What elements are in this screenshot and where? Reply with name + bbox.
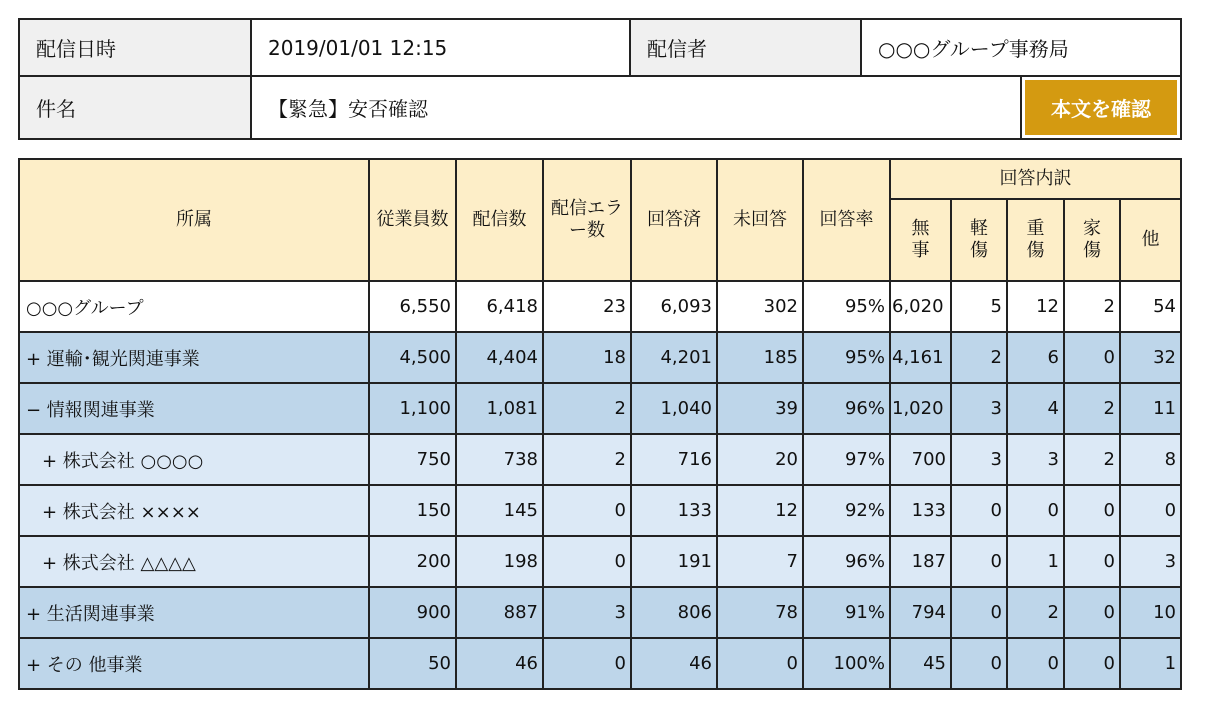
cell-employees: 6,550 — [369, 281, 456, 332]
cell-minor: 0 — [951, 587, 1007, 638]
cell-family: 0 — [1064, 587, 1120, 638]
cell-employees: 750 — [369, 434, 456, 485]
cell-employees: 200 — [369, 536, 456, 587]
cell-other: 54 — [1120, 281, 1181, 332]
cell-answered: 4,201 — [631, 332, 717, 383]
header-employees: 従業員数 — [369, 159, 456, 281]
cell-rate: 92% — [803, 485, 890, 536]
cell-severe: 0 — [1007, 638, 1064, 689]
cell-unanswered: 185 — [717, 332, 803, 383]
cell-safe: 187 — [890, 536, 951, 587]
info-row-subject — [19, 76, 1181, 139]
cell-severe: 6 — [1007, 332, 1064, 383]
cell-employees: 150 — [369, 485, 456, 536]
cell-errors: 2 — [543, 383, 631, 434]
header-other: 他 — [1120, 199, 1181, 281]
table-row-company-a[interactable] — [19, 434, 1181, 485]
cell-family: 2 — [1064, 383, 1120, 434]
cell-delivered: 4,404 — [456, 332, 543, 383]
row-name[interactable]: − 情報関連事業 — [19, 383, 369, 434]
cell-employees: 50 — [369, 638, 456, 689]
subject-label: 件名 — [19, 76, 251, 139]
row-name[interactable]: + その 他事業 — [19, 638, 369, 689]
cell-rate: 91% — [803, 587, 890, 638]
cell-family: 2 — [1064, 434, 1120, 485]
cell-safe: 133 — [890, 485, 951, 536]
header-severe: 重傷 — [1007, 199, 1064, 281]
cell-unanswered: 39 — [717, 383, 803, 434]
header-errors: 配信エラー数 — [543, 159, 631, 281]
cell-rate: 95% — [803, 281, 890, 332]
table-row-group-total — [19, 281, 1181, 332]
cell-errors: 0 — [543, 485, 631, 536]
cell-other: 8 — [1120, 434, 1181, 485]
header-row-top — [19, 159, 1181, 199]
cell-other: 10 — [1120, 587, 1181, 638]
table-row-company-b[interactable] — [19, 485, 1181, 536]
table-row-other-business[interactable] — [19, 638, 1181, 689]
info-row-date — [19, 19, 1181, 76]
cell-minor: 0 — [951, 638, 1007, 689]
cell-rate: 96% — [803, 383, 890, 434]
cell-family: 0 — [1064, 536, 1120, 587]
cell-family: 0 — [1064, 332, 1120, 383]
header-breakdown: 回答内訳 — [890, 159, 1181, 199]
row-name[interactable]: + 株式会社 ×××× — [19, 485, 369, 536]
row-name[interactable]: + 株式会社 ○○○○ — [19, 434, 369, 485]
cell-minor: 3 — [951, 383, 1007, 434]
row-name[interactable]: + 運輸･観光関連事業 — [19, 332, 369, 383]
cell-minor: 0 — [951, 536, 1007, 587]
cell-answered: 191 — [631, 536, 717, 587]
cell-unanswered: 20 — [717, 434, 803, 485]
cell-errors: 18 — [543, 332, 631, 383]
sender-label: 配信者 — [630, 19, 861, 76]
cell-delivered: 887 — [456, 587, 543, 638]
cell-minor: 2 — [951, 332, 1007, 383]
row-name[interactable]: + 生活関連事業 — [19, 587, 369, 638]
cell-delivered: 46 — [456, 638, 543, 689]
cell-family: 2 — [1064, 281, 1120, 332]
cell-safe: 45 — [890, 638, 951, 689]
cell-answered: 133 — [631, 485, 717, 536]
cell-rate: 100% — [803, 638, 890, 689]
cell-safe: 1,020 — [890, 383, 951, 434]
date-label: 配信日時 — [19, 19, 251, 76]
cell-minor: 0 — [951, 485, 1007, 536]
safety-stats-table — [18, 158, 1182, 690]
cell-delivered: 738 — [456, 434, 543, 485]
cell-safe: 6,020 — [890, 281, 951, 332]
cell-safe: 794 — [890, 587, 951, 638]
subject-value: 【緊急】安否確認 — [251, 76, 1021, 139]
cell-rate: 97% — [803, 434, 890, 485]
cell-delivered: 145 — [456, 485, 543, 536]
table-row-lifestyle[interactable] — [19, 587, 1181, 638]
cell-answered: 1,040 — [631, 383, 717, 434]
table-row-transport[interactable] — [19, 332, 1181, 383]
cell-errors: 2 — [543, 434, 631, 485]
cell-answered: 806 — [631, 587, 717, 638]
cell-errors: 0 — [543, 536, 631, 587]
cell-severe: 1 — [1007, 536, 1064, 587]
row-name[interactable]: + 株式会社 △△△△ — [19, 536, 369, 587]
cell-severe: 0 — [1007, 485, 1064, 536]
cell-unanswered: 78 — [717, 587, 803, 638]
cell-unanswered: 0 — [717, 638, 803, 689]
cell-errors: 0 — [543, 638, 631, 689]
header-family: 家傷 — [1064, 199, 1120, 281]
cell-family: 0 — [1064, 638, 1120, 689]
cell-other: 3 — [1120, 536, 1181, 587]
cell-delivered: 198 — [456, 536, 543, 587]
cell-minor: 5 — [951, 281, 1007, 332]
cell-other: 32 — [1120, 332, 1181, 383]
cell-unanswered: 7 — [717, 536, 803, 587]
cell-severe: 4 — [1007, 383, 1064, 434]
cell-severe: 12 — [1007, 281, 1064, 332]
cell-errors: 3 — [543, 587, 631, 638]
cell-severe: 2 — [1007, 587, 1064, 638]
cell-other: 11 — [1120, 383, 1181, 434]
cell-answered: 46 — [631, 638, 717, 689]
cell-safe: 4,161 — [890, 332, 951, 383]
header-answered: 回答済 — [631, 159, 717, 281]
message-info-table — [18, 18, 1182, 140]
table-row-company-c[interactable] — [19, 536, 1181, 587]
confirm-button-cell — [1021, 76, 1181, 139]
header-unanswered: 未回答 — [717, 159, 803, 281]
cell-employees: 1,100 — [369, 383, 456, 434]
header-affiliation: 所属 — [19, 159, 369, 281]
cell-other: 0 — [1120, 485, 1181, 536]
header-delivered: 配信数 — [456, 159, 543, 281]
cell-delivered: 1,081 — [456, 383, 543, 434]
header-minor: 軽傷 — [951, 199, 1007, 281]
cell-delivered: 6,418 — [456, 281, 543, 332]
cell-errors: 23 — [543, 281, 631, 332]
confirm-body-button[interactable]: 本文を確認 — [1025, 80, 1177, 135]
cell-severe: 3 — [1007, 434, 1064, 485]
cell-other: 1 — [1120, 638, 1181, 689]
cell-unanswered: 302 — [717, 281, 803, 332]
cell-rate: 96% — [803, 536, 890, 587]
table-row-information[interactable] — [19, 383, 1181, 434]
sender-value: ○○○グループ事務局 — [861, 19, 1181, 76]
cell-family: 0 — [1064, 485, 1120, 536]
header-safe: 無事 — [890, 199, 951, 281]
cell-answered: 6,093 — [631, 281, 717, 332]
cell-minor: 3 — [951, 434, 1007, 485]
header-rate: 回答率 — [803, 159, 890, 281]
cell-answered: 716 — [631, 434, 717, 485]
cell-rate: 95% — [803, 332, 890, 383]
cell-employees: 900 — [369, 587, 456, 638]
cell-employees: 4,500 — [369, 332, 456, 383]
date-value: 2019/01/01 12:15 — [251, 19, 630, 76]
cell-safe: 700 — [890, 434, 951, 485]
cell-unanswered: 12 — [717, 485, 803, 536]
row-name: ○○○グループ — [19, 281, 369, 332]
